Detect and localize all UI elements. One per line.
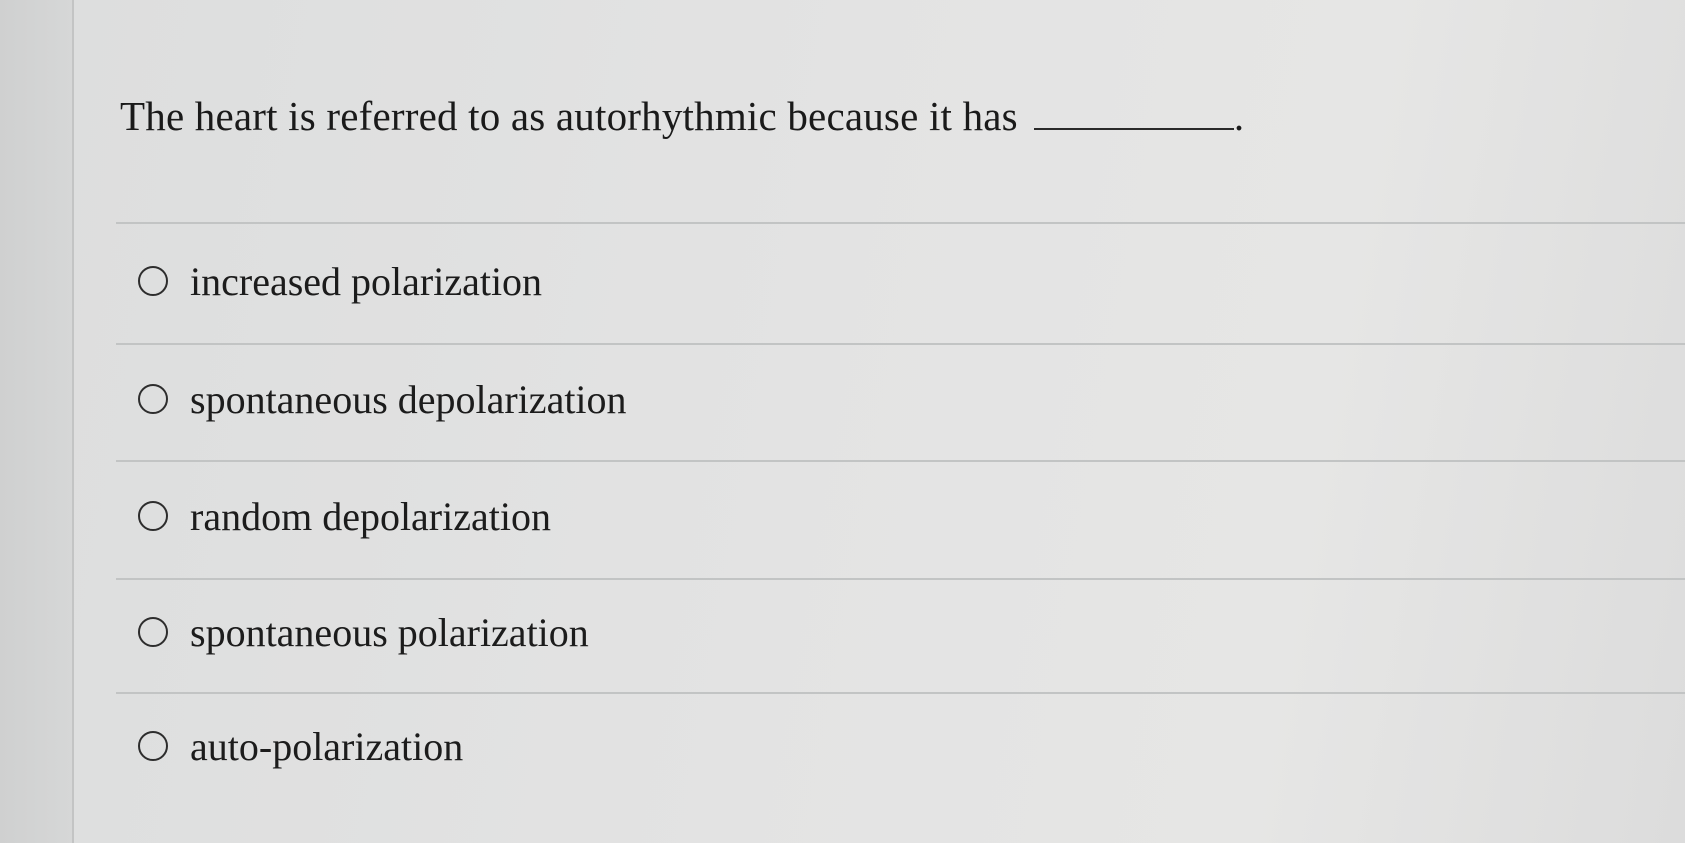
left-margin [0,0,74,843]
option-label: increased polarization [190,258,543,304]
option-increased-polarization[interactable] [138,255,542,307]
option-label: spontaneous polarization [190,609,589,655]
option-label: spontaneous depolarization [190,376,627,422]
question-trailing-period: . [1233,93,1245,139]
divider-3 [116,578,1685,580]
radio-circle-icon[interactable] [138,731,168,761]
divider-4 [116,692,1685,694]
divider-1 [116,343,1685,345]
option-spontaneous-polarization[interactable] [138,606,589,658]
radio-circle-icon[interactable] [138,266,168,296]
option-auto-polarization[interactable] [138,720,463,772]
radio-circle-icon[interactable] [138,501,168,531]
divider-2 [116,460,1685,462]
radio-circle-icon[interactable] [138,384,168,414]
option-random-depolarization[interactable] [138,490,551,542]
option-label: random depolarization [190,493,551,539]
answer-blank [1034,98,1234,130]
divider-top [116,222,1685,224]
question-text: The heart is referred to as autorhythmic because it has [120,93,1018,139]
radio-circle-icon[interactable] [138,617,168,647]
option-label: auto-polarization [190,723,464,769]
option-spontaneous-depolarization[interactable] [138,373,627,425]
question-prompt [120,92,1244,140]
